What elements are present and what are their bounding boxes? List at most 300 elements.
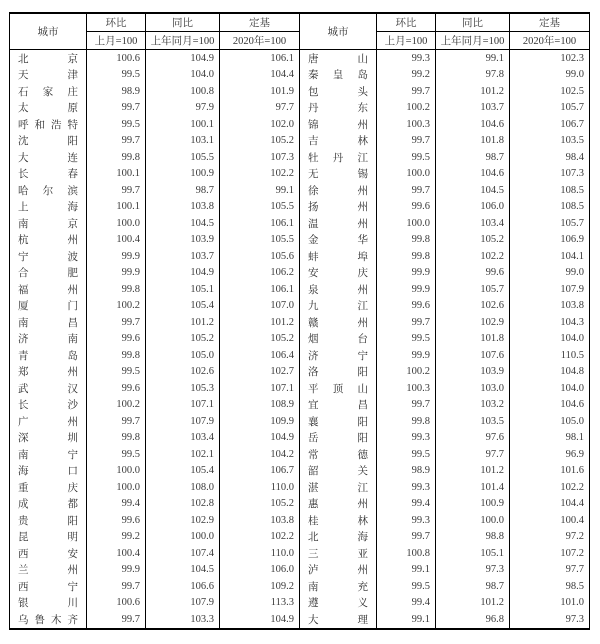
mom-value: 99.2	[87, 529, 146, 546]
mom-value: 100.2	[377, 100, 436, 117]
mom-value: 99.7	[377, 529, 436, 546]
base-value: 102.7	[220, 364, 300, 381]
table-row	[10, 397, 590, 414]
city-name: 兰州	[10, 562, 87, 579]
base-value: 102.2	[220, 166, 300, 183]
city-name: 合肥	[10, 265, 87, 282]
subheader-mom-right: 上月=100	[377, 32, 436, 50]
base-value: 103.8	[510, 298, 590, 315]
yoy-value: 104.6	[436, 166, 510, 183]
base-value: 103.8	[220, 512, 300, 529]
base-value: 98.1	[510, 430, 590, 447]
base-value: 101.9	[220, 83, 300, 100]
table-row	[10, 380, 590, 397]
table-row	[10, 512, 590, 529]
table-row	[10, 281, 590, 298]
mom-value: 99.9	[377, 281, 436, 298]
subheader-mom-left: 上月=100	[87, 32, 146, 50]
base-value: 107.3	[220, 149, 300, 166]
base-value: 105.7	[510, 215, 590, 232]
yoy-value: 101.2	[436, 595, 510, 612]
city-name: 宁波	[10, 248, 87, 265]
city-name: 上海	[10, 199, 87, 216]
yoy-value: 103.7	[436, 100, 510, 117]
table-row	[10, 562, 590, 579]
mom-value: 98.9	[377, 463, 436, 480]
mom-value: 99.1	[377, 562, 436, 579]
base-value: 104.4	[220, 67, 300, 84]
city-name: 惠州	[300, 496, 377, 513]
yoy-value: 97.8	[436, 67, 510, 84]
mom-value: 100.0	[377, 215, 436, 232]
mom-value: 99.5	[87, 67, 146, 84]
mom-value: 99.4	[377, 496, 436, 513]
yoy-value: 107.4	[146, 545, 220, 562]
table-row	[10, 149, 590, 166]
yoy-value: 103.9	[436, 364, 510, 381]
mom-value: 99.7	[377, 397, 436, 414]
base-value: 106.9	[510, 232, 590, 249]
base-value: 106.1	[220, 281, 300, 298]
city-name: 南昌	[10, 314, 87, 331]
yoy-value: 98.7	[436, 149, 510, 166]
base-value: 105.5	[220, 199, 300, 216]
yoy-value: 103.9	[146, 232, 220, 249]
yoy-value: 103.7	[146, 248, 220, 265]
yoy-value: 108.0	[146, 479, 220, 496]
city-name: 三亚	[300, 545, 377, 562]
yoy-value: 105.1	[436, 545, 510, 562]
city-name: 西安	[10, 545, 87, 562]
header-row-1	[10, 13, 590, 32]
yoy-value: 102.6	[146, 364, 220, 381]
yoy-value: 100.1	[146, 116, 220, 133]
table-row	[10, 364, 590, 381]
base-value: 102.2	[510, 479, 590, 496]
mom-value: 99.6	[377, 298, 436, 315]
city-name: 太原	[10, 100, 87, 117]
table-row	[10, 331, 590, 348]
city-name: 桂林	[300, 512, 377, 529]
mom-value: 99.7	[87, 578, 146, 595]
yoy-value: 105.1	[146, 281, 220, 298]
base-value: 105.2	[220, 133, 300, 150]
mom-value: 99.7	[377, 182, 436, 199]
table-row	[10, 314, 590, 331]
mom-value: 99.1	[377, 611, 436, 629]
table-row	[10, 166, 590, 183]
base-value: 101.0	[510, 595, 590, 612]
base-value: 107.0	[220, 298, 300, 315]
city-name: 济南	[10, 331, 87, 348]
yoy-value: 104.6	[436, 116, 510, 133]
city-name: 常德	[300, 446, 377, 463]
yoy-value: 102.9	[146, 512, 220, 529]
city-name: 宜昌	[300, 397, 377, 414]
base-value: 104.0	[510, 380, 590, 397]
table-row	[10, 182, 590, 199]
mom-value: 99.3	[377, 430, 436, 447]
yoy-value: 102.2	[436, 248, 510, 265]
yoy-value: 105.4	[146, 298, 220, 315]
yoy-value: 107.9	[146, 413, 220, 430]
city-name: 乌鲁木齐	[10, 611, 87, 629]
city-name: 徐州	[300, 182, 377, 199]
mom-value: 99.6	[87, 331, 146, 348]
city-name: 韶关	[300, 463, 377, 480]
table-body	[10, 50, 590, 629]
mom-value: 99.9	[377, 265, 436, 282]
base-value: 107.2	[510, 545, 590, 562]
base-value: 106.1	[220, 215, 300, 232]
yoy-value: 102.8	[146, 496, 220, 513]
base-value: 99.0	[510, 265, 590, 282]
table-row	[10, 265, 590, 282]
table-row	[10, 463, 590, 480]
base-value: 105.7	[510, 100, 590, 117]
mom-value: 100.0	[87, 479, 146, 496]
mom-value: 100.8	[377, 545, 436, 562]
base-value: 110.0	[220, 479, 300, 496]
mom-value: 100.0	[87, 463, 146, 480]
base-value: 104.9	[220, 430, 300, 447]
mom-value: 100.0	[377, 166, 436, 183]
city-name: 郑州	[10, 364, 87, 381]
mom-value: 99.9	[87, 562, 146, 579]
subheader-base-right: 2020年=100	[510, 32, 590, 50]
mom-value: 100.6	[87, 595, 146, 612]
yoy-value: 100.9	[436, 496, 510, 513]
city-name: 重庆	[10, 479, 87, 496]
mom-value: 99.6	[87, 380, 146, 397]
city-name: 武汉	[10, 380, 87, 397]
city-name: 北海	[300, 529, 377, 546]
mom-value: 100.3	[377, 116, 436, 133]
city-name: 福州	[10, 281, 87, 298]
base-value: 106.7	[220, 463, 300, 480]
header-base-right: 定基	[510, 13, 590, 32]
city-name: 西宁	[10, 578, 87, 595]
base-value: 106.0	[220, 562, 300, 579]
table-row	[10, 67, 590, 84]
base-value: 101.2	[220, 314, 300, 331]
mom-value: 100.2	[87, 298, 146, 315]
city-name: 蚌埠	[300, 248, 377, 265]
header-city-left: 城市	[10, 13, 87, 50]
city-name: 金华	[300, 232, 377, 249]
yoy-value: 104.5	[146, 562, 220, 579]
city-name: 岳阳	[300, 430, 377, 447]
table-row	[10, 298, 590, 315]
yoy-value: 101.2	[436, 463, 510, 480]
mom-value: 99.3	[377, 50, 436, 67]
mom-value: 99.8	[87, 149, 146, 166]
yoy-value: 105.0	[146, 347, 220, 364]
city-name: 济宁	[300, 347, 377, 364]
base-value: 103.5	[510, 133, 590, 150]
mom-value: 99.5	[377, 578, 436, 595]
base-value: 105.2	[220, 496, 300, 513]
yoy-value: 105.3	[146, 380, 220, 397]
table-row	[10, 116, 590, 133]
city-name: 泉州	[300, 281, 377, 298]
base-value: 97.7	[220, 100, 300, 117]
base-value: 106.2	[220, 265, 300, 282]
table-row	[10, 215, 590, 232]
city-name: 沈阳	[10, 133, 87, 150]
mom-value: 99.5	[377, 331, 436, 348]
mom-value: 99.7	[377, 314, 436, 331]
city-name: 南充	[300, 578, 377, 595]
table-row	[10, 100, 590, 117]
table-row	[10, 248, 590, 265]
mom-value: 99.7	[377, 83, 436, 100]
table-row	[10, 413, 590, 430]
table-row	[10, 133, 590, 150]
mom-value: 99.4	[87, 496, 146, 513]
base-value: 104.0	[510, 331, 590, 348]
base-value: 104.3	[510, 314, 590, 331]
base-value: 104.9	[220, 611, 300, 629]
base-value: 108.5	[510, 182, 590, 199]
yoy-value: 102.1	[146, 446, 220, 463]
city-name: 唐山	[300, 50, 377, 67]
city-name: 丹东	[300, 100, 377, 117]
city-name: 温州	[300, 215, 377, 232]
mom-value: 100.4	[87, 545, 146, 562]
yoy-value: 103.0	[436, 380, 510, 397]
base-value: 107.3	[510, 166, 590, 183]
yoy-value: 97.7	[436, 446, 510, 463]
table-row	[10, 545, 590, 562]
city-name: 长沙	[10, 397, 87, 414]
mom-value: 99.8	[377, 413, 436, 430]
city-name: 烟台	[300, 331, 377, 348]
mom-value: 100.1	[87, 199, 146, 216]
city-name: 洛阳	[300, 364, 377, 381]
city-name: 北京	[10, 50, 87, 67]
mom-value: 100.2	[377, 364, 436, 381]
header-mom-right: 环比	[377, 13, 436, 32]
yoy-value: 99.6	[436, 265, 510, 282]
mom-value: 99.5	[377, 149, 436, 166]
yoy-value: 101.2	[436, 83, 510, 100]
city-name: 深圳	[10, 430, 87, 447]
base-value: 101.6	[510, 463, 590, 480]
base-value: 104.2	[220, 446, 300, 463]
base-value: 102.3	[510, 50, 590, 67]
yoy-value: 105.2	[436, 232, 510, 249]
table-row	[10, 50, 590, 67]
mom-value: 99.9	[377, 347, 436, 364]
city-name: 锦州	[300, 116, 377, 133]
header-mom-left: 环比	[87, 13, 146, 32]
yoy-value: 107.6	[436, 347, 510, 364]
yoy-value: 107.9	[146, 595, 220, 612]
yoy-value: 103.4	[436, 215, 510, 232]
yoy-value: 104.9	[146, 50, 220, 67]
base-value: 104.8	[510, 364, 590, 381]
city-name: 无锡	[300, 166, 377, 183]
city-name: 成都	[10, 496, 87, 513]
base-value: 113.3	[220, 595, 300, 612]
base-value: 104.1	[510, 248, 590, 265]
city-name: 大理	[300, 611, 377, 629]
yoy-value: 104.0	[146, 67, 220, 84]
subheader-base-left: 2020年=100	[220, 32, 300, 50]
table-row	[10, 578, 590, 595]
base-value: 105.2	[220, 331, 300, 348]
subheader-yoy-left: 上年同月=100	[146, 32, 220, 50]
mom-value: 99.3	[377, 512, 436, 529]
city-name: 大连	[10, 149, 87, 166]
city-name: 襄阳	[300, 413, 377, 430]
table-row	[10, 595, 590, 612]
mom-value: 99.8	[87, 281, 146, 298]
base-value: 110.0	[220, 545, 300, 562]
table-row	[10, 479, 590, 496]
city-name: 呼和浩特	[10, 116, 87, 133]
yoy-value: 103.8	[146, 199, 220, 216]
city-name: 石家庄	[10, 83, 87, 100]
table-header	[10, 13, 590, 50]
base-value: 96.9	[510, 446, 590, 463]
header-base-left: 定基	[220, 13, 300, 32]
yoy-value: 100.8	[146, 83, 220, 100]
table-row	[10, 496, 590, 513]
yoy-value: 98.7	[436, 578, 510, 595]
base-value: 106.1	[220, 50, 300, 67]
base-value: 98.5	[510, 578, 590, 595]
yoy-value: 101.8	[436, 331, 510, 348]
header-yoy-left: 同比	[146, 13, 220, 32]
yoy-value: 100.0	[436, 512, 510, 529]
table-row	[10, 199, 590, 216]
yoy-value: 105.5	[146, 149, 220, 166]
mom-value: 99.2	[377, 67, 436, 84]
yoy-value: 103.1	[146, 133, 220, 150]
base-value: 97.3	[510, 611, 590, 629]
mom-value: 99.5	[377, 446, 436, 463]
base-value: 102.2	[220, 529, 300, 546]
base-value: 99.1	[220, 182, 300, 199]
mom-value: 100.6	[87, 50, 146, 67]
base-value: 105.6	[220, 248, 300, 265]
city-name: 包头	[300, 83, 377, 100]
mom-value: 99.8	[377, 232, 436, 249]
yoy-value: 106.6	[146, 578, 220, 595]
city-name: 杭州	[10, 232, 87, 249]
yoy-value: 97.6	[436, 430, 510, 447]
city-name: 赣州	[300, 314, 377, 331]
yoy-value: 103.3	[146, 611, 220, 629]
mom-value: 99.7	[87, 611, 146, 629]
yoy-value: 102.6	[436, 298, 510, 315]
table-row	[10, 83, 590, 100]
yoy-value: 104.5	[146, 215, 220, 232]
mom-value: 99.5	[87, 364, 146, 381]
city-name: 安庆	[300, 265, 377, 282]
yoy-value: 107.1	[146, 397, 220, 414]
mom-value: 99.8	[87, 347, 146, 364]
yoy-value: 97.9	[146, 100, 220, 117]
mom-value: 100.4	[87, 232, 146, 249]
city-name: 厦门	[10, 298, 87, 315]
yoy-value: 103.2	[436, 397, 510, 414]
base-value: 107.1	[220, 380, 300, 397]
yoy-value: 101.4	[436, 479, 510, 496]
city-name: 南宁	[10, 446, 87, 463]
mom-value: 100.2	[87, 397, 146, 414]
mom-value: 99.7	[87, 182, 146, 199]
header-yoy-right: 同比	[436, 13, 510, 32]
yoy-value: 97.3	[436, 562, 510, 579]
subheader-yoy-right: 上年同月=100	[436, 32, 510, 50]
city-name: 海口	[10, 463, 87, 480]
mom-value: 99.7	[377, 133, 436, 150]
city-name: 秦皇岛	[300, 67, 377, 84]
city-name: 贵阳	[10, 512, 87, 529]
table-row	[10, 232, 590, 249]
city-name: 南京	[10, 215, 87, 232]
city-name: 昆明	[10, 529, 87, 546]
yoy-value: 96.8	[436, 611, 510, 629]
city-name: 长春	[10, 166, 87, 183]
city-name: 天津	[10, 67, 87, 84]
base-value: 108.5	[510, 199, 590, 216]
mom-value: 99.9	[87, 248, 146, 265]
base-value: 109.9	[220, 413, 300, 430]
yoy-value: 105.2	[146, 331, 220, 348]
city-name: 吉林	[300, 133, 377, 150]
table-row	[10, 529, 590, 546]
mom-value: 100.0	[87, 215, 146, 232]
city-name: 广州	[10, 413, 87, 430]
mom-value: 99.3	[377, 479, 436, 496]
mom-value: 99.5	[87, 446, 146, 463]
mom-value: 99.4	[377, 595, 436, 612]
city-name: 哈尔滨	[10, 182, 87, 199]
base-value: 98.4	[510, 149, 590, 166]
mom-value: 99.9	[87, 265, 146, 282]
yoy-value: 98.7	[146, 182, 220, 199]
base-value: 107.9	[510, 281, 590, 298]
yoy-value: 100.9	[146, 166, 220, 183]
base-value: 99.0	[510, 67, 590, 84]
mom-value: 99.5	[87, 116, 146, 133]
base-value: 109.2	[220, 578, 300, 595]
yoy-value: 98.8	[436, 529, 510, 546]
yoy-value: 106.0	[436, 199, 510, 216]
city-name: 牡丹江	[300, 149, 377, 166]
city-name: 青岛	[10, 347, 87, 364]
base-value: 102.5	[510, 83, 590, 100]
city-name: 泸州	[300, 562, 377, 579]
table-row	[10, 446, 590, 463]
city-name: 扬州	[300, 199, 377, 216]
base-value: 105.0	[510, 413, 590, 430]
base-value: 105.5	[220, 232, 300, 249]
mom-value: 99.7	[87, 133, 146, 150]
city-name: 九江	[300, 298, 377, 315]
table-row	[10, 347, 590, 364]
base-value: 97.7	[510, 562, 590, 579]
yoy-value: 99.1	[436, 50, 510, 67]
yoy-value: 105.4	[146, 463, 220, 480]
yoy-value: 105.7	[436, 281, 510, 298]
mom-value: 100.3	[377, 380, 436, 397]
yoy-value: 102.9	[436, 314, 510, 331]
